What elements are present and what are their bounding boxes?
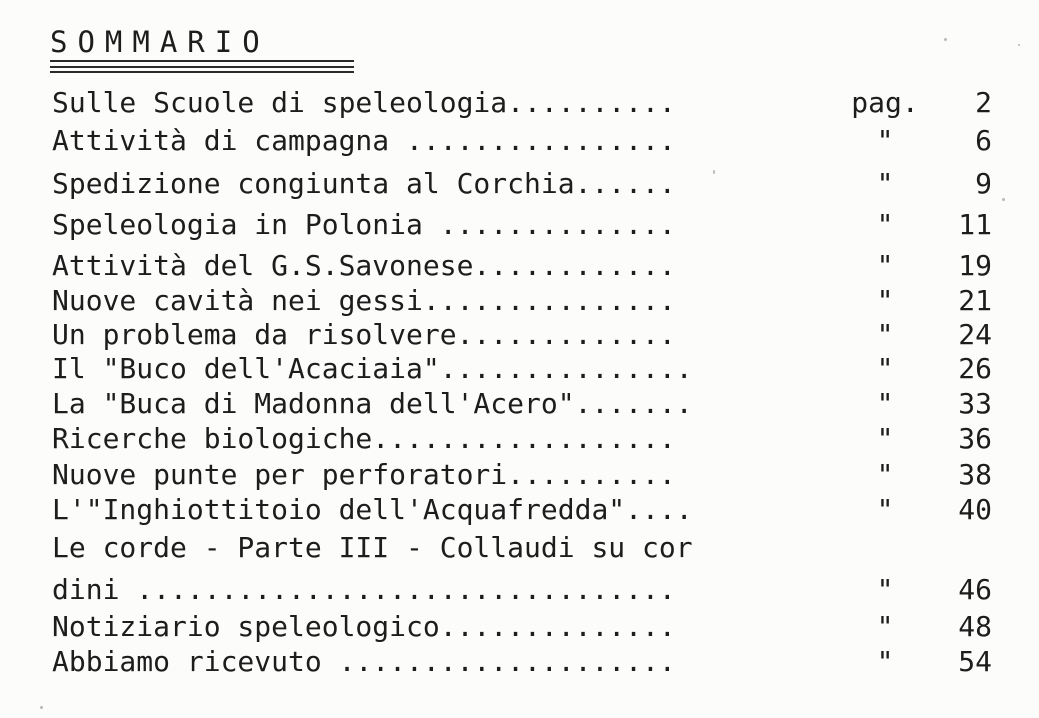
toc-entry xyxy=(52,208,992,242)
toc-entry-title: Un problema da risolvere............. xyxy=(52,318,676,351)
paper-speck xyxy=(40,706,43,709)
toc-entry xyxy=(52,249,992,283)
toc-entry-page-marker: " xyxy=(876,387,894,420)
toc-entry-title: Attività di campagna ................ xyxy=(52,124,676,157)
toc-entry xyxy=(52,493,992,527)
toc-entry-title: Le corde - Parte III - Collaudi su cor xyxy=(52,531,693,564)
toc-entry xyxy=(52,387,992,421)
toc-entry-page-number: 19 xyxy=(958,249,992,282)
toc-entry-page-marker: " xyxy=(876,352,894,385)
toc-entry xyxy=(52,422,992,456)
toc-entry xyxy=(52,352,992,386)
toc-entry xyxy=(52,86,992,120)
toc-entry-title: Sulle Scuole di speleologia.......... xyxy=(52,86,676,119)
toc-entry-title: Spedizione congiunta al Corchia...... xyxy=(52,167,676,200)
toc-entry-page-marker: pag. xyxy=(851,86,919,119)
toc-entry-title: Ricerche biologiche.................. xyxy=(52,422,676,455)
toc-entry-page-number: 26 xyxy=(958,352,992,385)
toc-entry-page-marker: " xyxy=(876,645,894,678)
toc-entry-page-number: 21 xyxy=(958,284,992,317)
toc-entry xyxy=(52,458,992,492)
toc-entry xyxy=(52,573,992,607)
toc-entry-page-number: 54 xyxy=(958,645,992,678)
toc-entry-title: L'"Inghiottitoio dell'Acquafredda".... xyxy=(52,493,693,526)
paper-speck xyxy=(1002,198,1005,201)
toc-entry-page-marker: " xyxy=(876,318,894,351)
toc-entry-page-marker: " xyxy=(876,249,894,282)
toc-entry xyxy=(52,610,992,644)
toc-entry xyxy=(52,284,992,318)
toc-entry-title: La "Buca di Madonna dell'Acero"....... xyxy=(52,387,693,420)
toc-entry-title: Nuove punte per perforatori.......... xyxy=(52,458,676,491)
toc-entry-page-number: 6 xyxy=(975,124,992,157)
toc-entry-page-number: 11 xyxy=(958,208,992,241)
toc-entry-page-marker: " xyxy=(876,493,894,526)
toc-entry-page-number: 24 xyxy=(958,318,992,351)
toc-entry-title: Attività del G.S.Savonese............ xyxy=(52,249,676,282)
toc-entry-page-number: 33 xyxy=(958,387,992,420)
toc-entry-page-marker: " xyxy=(876,208,894,241)
toc-entry-title: dini ................................ xyxy=(52,573,676,606)
toc-entry-title: Notiziario speleologico.............. xyxy=(52,610,676,643)
page-title: SOMMARIO xyxy=(50,25,270,59)
toc-entry-page-marker: " xyxy=(876,167,894,200)
toc-entry-page-number: 48 xyxy=(958,610,992,643)
toc-entry-title: Il "Buco dell'Acaciaia"............... xyxy=(52,352,693,385)
paper-speck xyxy=(944,38,947,41)
toc-entry-page-marker: " xyxy=(876,284,894,317)
toc-entry-page-marker: " xyxy=(876,573,894,606)
toc-entry-title: Abbiamo ricevuto .................... xyxy=(52,645,676,678)
title-double-rule xyxy=(50,66,354,68)
paper-speck xyxy=(1018,44,1020,46)
toc-entry-page-number: 40 xyxy=(958,493,992,526)
toc-entry-page-number: 2 xyxy=(975,86,992,119)
toc-entry-page-number: 38 xyxy=(958,458,992,491)
title-double-rule xyxy=(50,71,354,73)
toc-entry-page-marker: " xyxy=(876,422,894,455)
toc-entry-page-number: 9 xyxy=(975,167,992,200)
toc-entry xyxy=(52,318,992,352)
toc-entry-page-number: 36 xyxy=(958,422,992,455)
toc-entry xyxy=(52,531,992,565)
toc-entry-title: Speleologia in Polonia .............. xyxy=(52,208,676,241)
toc-entry-page-marker: " xyxy=(876,610,894,643)
toc-entry xyxy=(52,645,992,679)
toc-entry-page-marker: " xyxy=(876,124,894,157)
title-underline xyxy=(50,60,354,62)
toc-entry-page-number: 46 xyxy=(958,573,992,606)
toc-entry xyxy=(52,124,992,158)
toc-entry xyxy=(52,167,992,201)
toc-entry-page-marker: " xyxy=(876,458,894,491)
toc-entry-title: Nuove cavità nei gessi............... xyxy=(52,284,676,317)
